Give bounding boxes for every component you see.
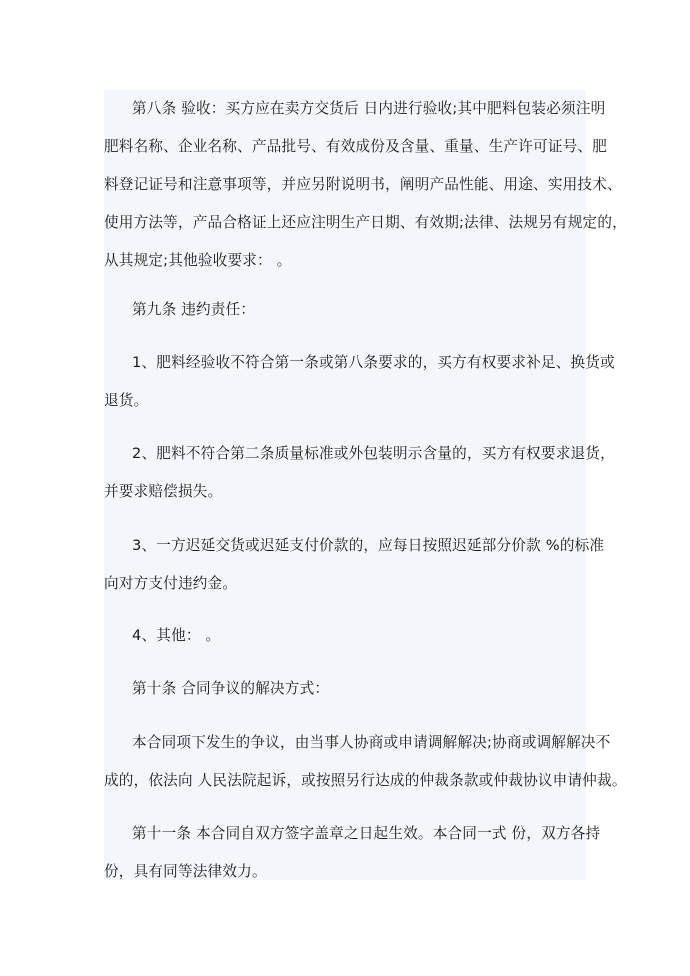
- text-line: 肥料名称、企业名称、产品批号、有效成份及含量、重量、生产许可证号、肥: [104, 138, 607, 155]
- article-9-item-2: [104, 435, 615, 511]
- text-line: 从其规定;其他验收要求： 。: [104, 252, 292, 269]
- text-line: 使用方法等，产品合格证上还应注明生产日期、有效期;法律、法规另有规定的，: [104, 214, 627, 231]
- article-10-heading: [104, 670, 594, 708]
- article-9-item-1: [104, 344, 615, 420]
- article-10-body: [104, 724, 627, 800]
- text-line: 第八条 验收：买方应在卖方交货后 日内进行验收;其中肥料包装必须注明: [132, 100, 606, 117]
- text-line: 第九条 违约责任：: [132, 301, 256, 318]
- text-line: 退货。: [104, 392, 149, 409]
- text-line: 1、肥料经验收不符合第一条或第八条要求的，买方有权要求补足、换货或: [132, 354, 615, 371]
- text-line: 4、其他： 。: [132, 627, 221, 644]
- text-line: 3、一方迟延交货或迟延支付价款的，应每日按照迟延部分价款 %的标准: [132, 537, 605, 554]
- text-line: 并要求赔偿损失。: [104, 483, 223, 500]
- article-8-paragraph: [104, 90, 627, 280]
- text-line: 料登记证号和注意事项等，并应另附说明书，阐明产品性能、用途、实用技术、: [104, 176, 622, 193]
- article-9-item-4: [104, 617, 594, 655]
- text-line: 成的，依法向 人民法院起诉，或按照另行达成的仲裁条款或仲裁协议申请仲裁。: [104, 772, 627, 789]
- article-9-item-3: [104, 527, 605, 603]
- text-line: 向对方支付违约金。: [104, 575, 238, 592]
- text-line: 第十一条 本合同自双方签字盖章之日起生效。本合同一式 份，双方各持: [132, 825, 601, 842]
- text-line: 2、肥料不符合第二条质量标准或外包装明示含量的，买方有权要求退货，: [132, 445, 615, 462]
- article-11-paragraph: [104, 815, 601, 891]
- text-line: 份，具有同等法律效力。: [104, 863, 267, 880]
- article-9-heading: [104, 291, 594, 329]
- text-line: 第十条 合同争议的解决方式：: [132, 680, 330, 697]
- text-line: 本合同项下发生的争议，由当事人协商或申请调解解决;协商或调解解决不: [132, 734, 611, 751]
